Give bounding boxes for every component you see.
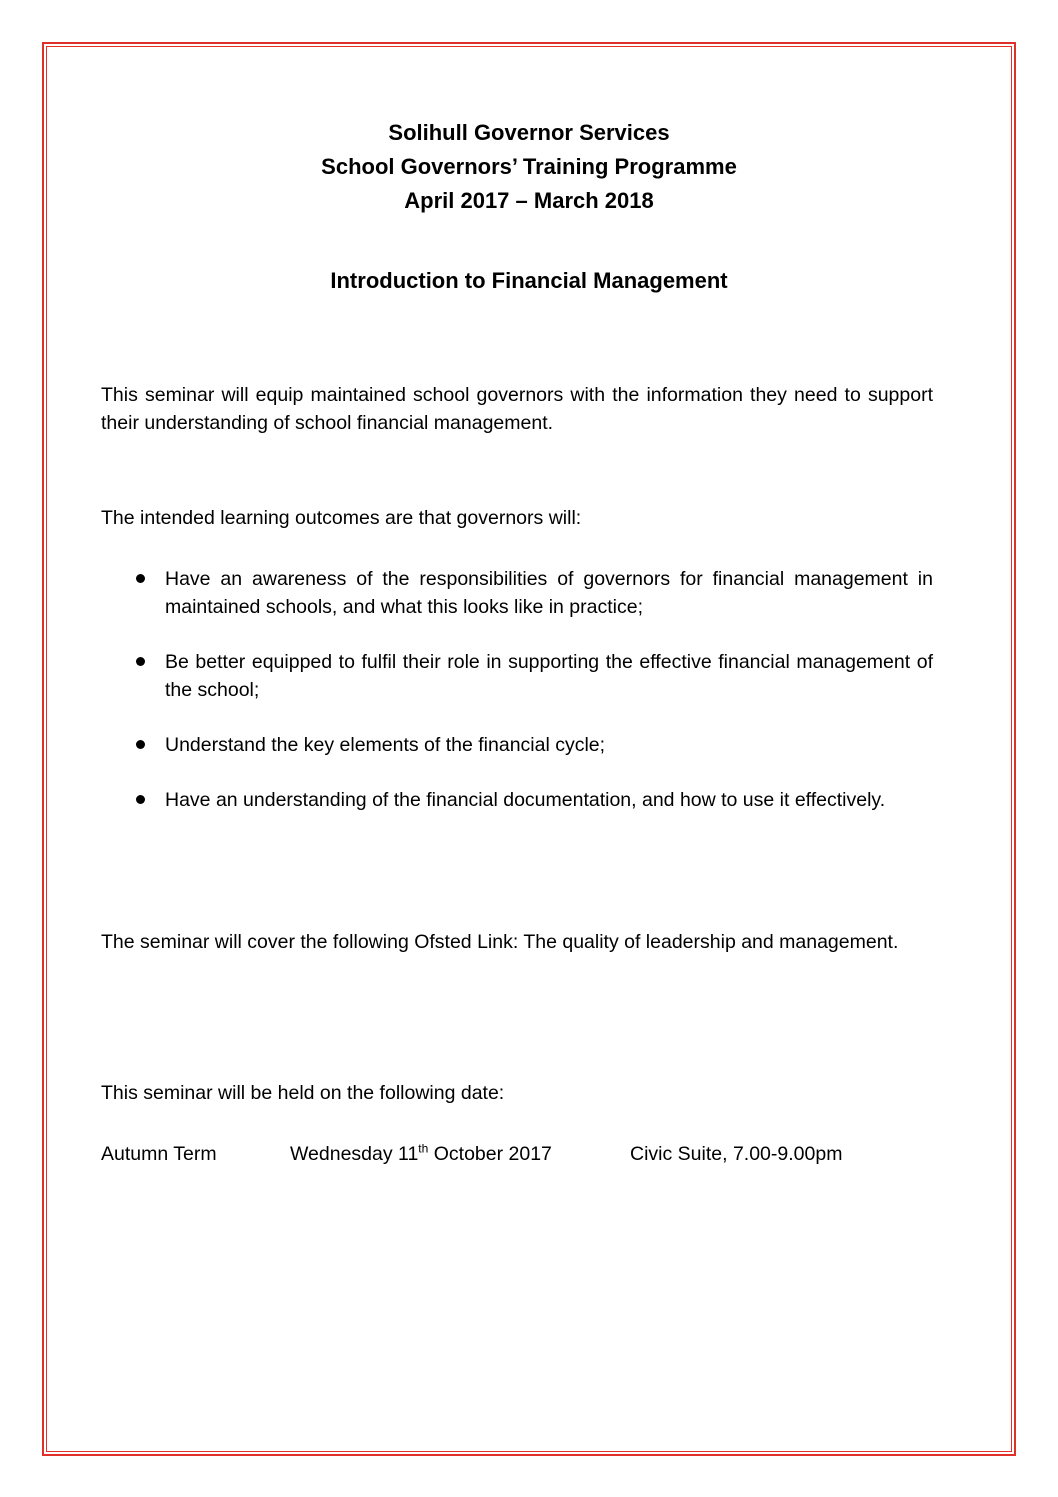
list-item: [101, 731, 933, 759]
list-item: [101, 565, 933, 621]
list-item: [101, 786, 933, 814]
course-title: Introduction to Financial Management: [330, 268, 728, 293]
list-item: [101, 648, 933, 704]
bullet-icon: [136, 795, 145, 804]
bullet-icon: [136, 657, 145, 666]
list-item-text: Have an awareness of the responsibilities of governors for financial management in maintained schools, and what this looks like in practice;: [165, 568, 933, 618]
session-month-year: October 2017: [428, 1143, 552, 1165]
bullet-icon: [136, 574, 145, 583]
list-item-text: Be better equipped to fulfil their role in supporting the effective financial management of the school;: [165, 651, 933, 701]
document-header: [0, 116, 1058, 218]
ofsted-link-paragraph: The seminar will cover the following Ofsted Link: The quality of leadership and management.: [101, 931, 899, 953]
session-term: Autumn Term: [101, 1143, 217, 1165]
organisation-name: Solihull Governor Services: [388, 120, 670, 145]
session-day-suffix: th: [418, 1141, 429, 1156]
outcomes-list: [101, 565, 933, 841]
outcomes-lead: The intended learning outcomes are that governors will:: [101, 507, 582, 529]
session-day: Wednesday 11: [290, 1143, 419, 1165]
programme-name: School Governors’ Training Programme: [321, 154, 737, 179]
session-date: [290, 1139, 552, 1169]
programme-period: April 2017 – March 2018: [404, 188, 654, 213]
bullet-icon: [136, 740, 145, 749]
list-item-text: Have an understanding of the financial documentation, and how to use it effectively.: [165, 789, 886, 811]
session-venue-time: Civic Suite, 7.00-9.00pm: [630, 1143, 843, 1165]
list-item-text: Understand the key elements of the financial cycle;: [165, 734, 606, 756]
intro-paragraph: This seminar will equip maintained school governors with the information they need to support their understanding of school financial management.: [101, 384, 933, 434]
dates-lead: This seminar will be held on the following date:: [101, 1082, 505, 1104]
